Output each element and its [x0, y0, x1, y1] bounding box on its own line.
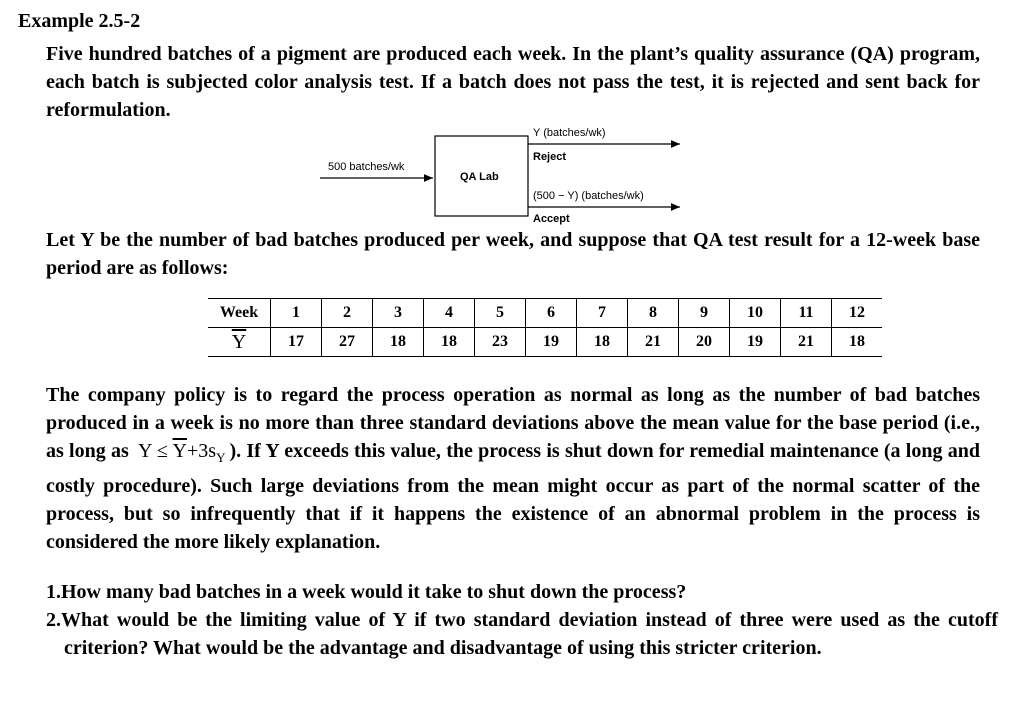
table-cell: 27	[322, 328, 373, 357]
cutoff-formula: $Y \le \overline{Y}+3s_Y$	[138, 440, 226, 465]
table-cell: 6	[526, 299, 577, 328]
table-cell: 18	[373, 328, 424, 357]
table-cell: 18	[832, 328, 883, 357]
table-cell: 1	[271, 299, 322, 328]
table-cell: 20	[679, 328, 730, 357]
table-cell: 21	[781, 328, 832, 357]
table-cell: 7	[577, 299, 628, 328]
table-cell: 11	[781, 299, 832, 328]
base-period-paragraph: Let Y be the number of bad batches produced per week, and suppose that QA test result for a 12-week base period are as follows:	[46, 229, 980, 279]
table-cell: 10	[730, 299, 781, 328]
reject-flow-label: Y (batches/wk)	[533, 127, 606, 139]
table-cell: 9	[679, 299, 730, 328]
table-cell: 2	[322, 299, 373, 328]
table-cell: 3	[373, 299, 424, 328]
policy-text-after: ). If Y exceeds this value, the process is shut down for remedial maintenance (a long and costly procedure). Such large deviations from the mean might occur as part of the normal scatter of the process, but so infrequently that if it happens the existence of an abnormal problem in the process is considered the more likely explanation.	[46, 440, 980, 553]
table-cell: 4	[424, 299, 475, 328]
question-1: 1.How many bad batches in a week would it take to shut down the process?	[46, 581, 687, 603]
table-cell: 5	[475, 299, 526, 328]
table-cell: 18	[577, 328, 628, 357]
base-period-table	[208, 298, 882, 357]
example-title: Example 2.5-2	[18, 10, 141, 32]
policy-paragraph	[46, 381, 980, 556]
table-cell: 19	[526, 328, 577, 357]
table-cell: 8	[628, 299, 679, 328]
qa-flow-diagram	[320, 122, 690, 228]
table-cell: 18	[424, 328, 475, 357]
table-row-weeks	[208, 299, 882, 328]
table-header-week: Week	[208, 299, 271, 328]
table-cell: 23	[475, 328, 526, 357]
accept-flow-label: (500 − Y) (batches/wk)	[533, 190, 644, 202]
input-flow-label: 500 batches/wk	[328, 161, 405, 173]
question-2: 2.What would be the limiting value of Y if two standard deviation instead of three were used as the cutoff criterion? What would be the advantage and disadvantage of using this stricter criterion.	[46, 609, 998, 659]
reject-label: Reject	[533, 151, 567, 163]
table-row-label-y: $\overline{Y}$	[208, 328, 271, 357]
table-cell: 19	[730, 328, 781, 357]
qa-lab-label: QA Lab	[460, 171, 499, 183]
policy-text-before: The company policy is to regard the process operation as normal as long as the number of bad batches produced in a week is no more than three standard deviations above the mean value for the base period (i.e., as long as	[46, 384, 980, 462]
table-cell: 12	[832, 299, 883, 328]
table-row-values	[208, 328, 882, 357]
intro-paragraph: Five hundred batches of a pigment are produced each week. In the plant’s quality assurance (QA) program, each batch is subjected color analysis test. If a batch does not pass the test, it is rejected and sent back for reformulation.	[46, 43, 980, 121]
table-cell: 21	[628, 328, 679, 357]
accept-label: Accept	[533, 213, 570, 225]
table-cell: 17	[271, 328, 322, 357]
